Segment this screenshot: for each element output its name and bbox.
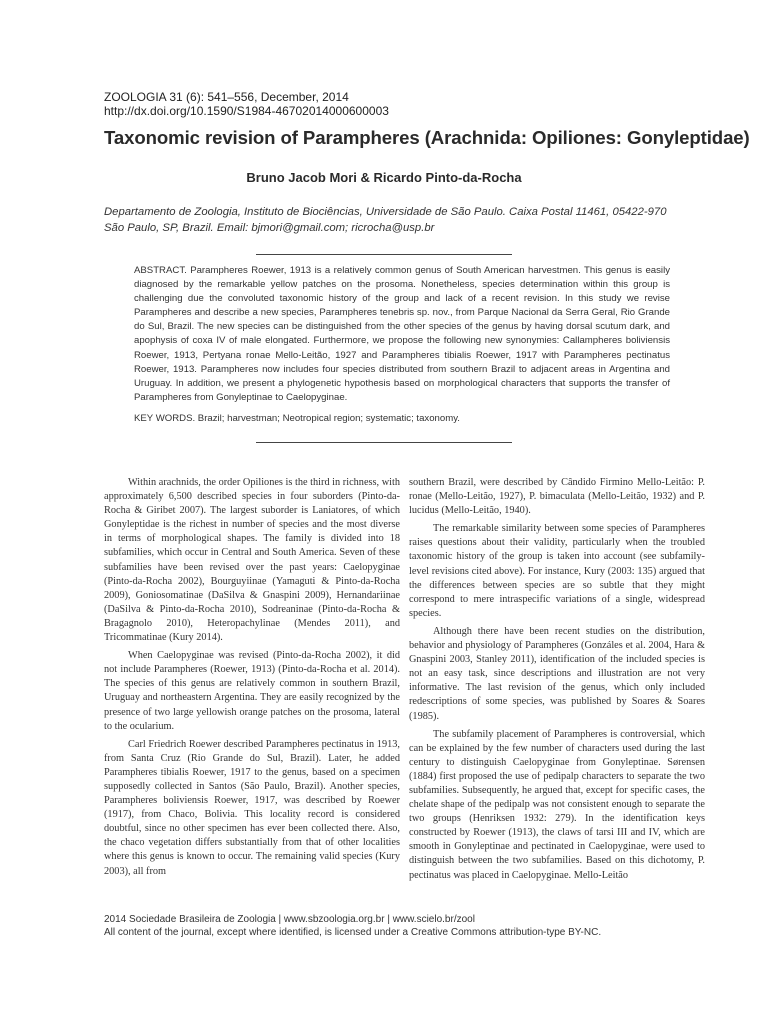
- authors: Bruno Jacob Mori & Ricardo Pinto-da-Rocha: [246, 170, 522, 185]
- body-column-right: [409, 476, 705, 887]
- affiliation: Departamento de Zoologia, Instituto de Biociências, Universidade de São Paulo. Caixa Postal 11461, 05422-970 São Paulo, SP, Brazil. Email: bjmori@gmail.com; ricrocha@usp.br: [104, 206, 667, 234]
- paragraph: The remarkable similarity between some species of Parampheres raises questions about their validity, particularly when the troubled taxonomic history of the group is taken into account (see subfamily-level revisions cited above). For instance, Kury (2003: 135) argued that the differences between species are so subtle that they might correspond to mere intraspecific variations of a single, widespread species.: [409, 523, 705, 619]
- paragraph: southern Brazil, were described by Cândido Firmino Mello-Leitão: P. ronae (Mello-Leitão, 1927), P. bimaculata (Mello-Leitão, 1932) and P. lucidus (Mello-Leitão, 1940).: [409, 477, 705, 517]
- abstract-bottom-rule: [256, 442, 512, 443]
- paragraph: Carl Friedrich Roewer described Parampheres pectinatus in 1913, from Santa Cruz (Rio Grande do Sul, Brazil). Later, he added Parampheres tibialis Roewer, 1917 to the genus, based on a specimen supposedly collected in Santos (São Paulo, Brazil). Another species, Parampheres boliviensis Roewer, 1917, was described by Roewer (1917), from Chaco, Bolivia. This locality record is considered doubtful, since no other specimen has ever been collected there. Also, the chaco vegetation differs substantially from that of other localities where this genus is known to occur. The remaining valid species (Kury 2003), all from: [104, 738, 400, 877]
- keywords: KEY WORDS. Brazil; harvestman; Neotropical region; systematic; taxonomy.: [134, 412, 460, 424]
- article-title: Taxonomic revision of Parampheres (Arachnida: Opiliones: Gonyleptidae): [104, 127, 750, 148]
- abstract-top-rule: [256, 254, 512, 255]
- body-column-left: [104, 476, 400, 883]
- journal-header: [104, 90, 389, 118]
- doi-link[interactable]: http://dx.doi.org/10.1590/S1984-46702014000600003: [104, 104, 389, 118]
- page-footer: [104, 913, 601, 939]
- paragraph: Although there have been recent studies on the distribution, behavior and physiology of Parampheres (Gonzáles et al. 2004, Hara & Gnaspini 2003, Stanley 2011), identification of the included species is not an easy task, since descriptions and illustration are not very informative. The last revision of the genus, which only included redescriptions of some species, was published by Soares & Soares (1985).: [409, 625, 705, 722]
- paragraph: Within arachnids, the order Opiliones is the third in richness, with approximately 6,500 described species in four suborders (Pinto-da-Rocha & Giribet 2007). The largest suborder is Laniatores, of which Gonyleptidae is the richest in number of species and the most diverse in terms of morphological shapes. The family is divided into 18 subfamilies, which occur in Central and South America. Seven of these subfamilies have been revised over the past years: Caelopyginae (Pinto-da-Rocha 2002), Bourguyiinae (Yamaguti & Pinto-da-Rocha 2009), Goniosomatinae (DaSilva & Gnaspini 2009), Hernandariinae (DaSilva & Pinto-da-Rocha 2010), Sodreaninae (Pinto-da-Rocha & Bragagnolo 2010), Heteropachylinae (Mendes 2011), and Tricommatinae (Kury 2014).: [104, 477, 400, 644]
- footer-license: All content of the journal, except where identified, is licensed under a Creative Commons attribution-type BY-NC.: [104, 927, 602, 938]
- abstract-text: ABSTRACT. Parampheres Roewer, 1913 is a relatively common genus of South American harvestmen. This genus is easily diagnosed by the remarkable yellow patches on the prosoma. Nonetheless, species determination within this group is challenging due the convoluted taxonomic history of the group and lack of a recent revision. In this study we revise Parampheres and describe a new species, Parampheres tenebris sp. nov., from Parque Nacional da Serra Geral, Rio Grande do Sul, Brazil. The new species can be distinguished from the other species of the genus by having dorsal scutum dark, and apophysis of coxa IV of male elongated. Furthermore, we propose the following new synonymies: Callampheres boliviensis Roewer, 1913, Pertyana ronae Mello-Leitão, 1927 and Parampheres tibialis Roewer, 1917 with Parampheres pectinatus Roewer, 1913. Parampheres now includes four species distributed from southern Brazil to adjacent areas in Argentina and Uruguay. In addition, we present a phylogenetic hypothesis based on morphological characters that supports the transfer of Parampheres from Gonyleptinae to Caelopyginae.: [134, 265, 670, 403]
- paragraph: The subfamily placement of Parampheres is controversial, which can be explained by the few number of characters used during the last century to distinguish Caelopyginae from Gonyleptinae. Sørensen (1884) first proposed the use of pedipalp characters to separate the two subfamilies. Subsequently, he argued that, except for specific cases, the chelate shape of the pedipalp was not consistent enough to separate the two groups (Henriksen 1932: 279). In the identification keys constructed by Roewer (1913), the claws of tarsi III and IV, which are smooth in Gonyleptinae and pectinated in Caelopyginae, were used to distinguish between the two subfamilies. Based on this dichotomy, P. pectinatus was placed in Caelopyginae. Mello-Leitão: [409, 728, 705, 881]
- paragraph: When Caelopyginae was revised (Pinto-da-Rocha 2002), it did not include Parampheres (Roewer, 1913) (Pinto-da-Rocha et al. 2014). The species of this genus are relatively common in southern Brazil, Uruguay and northeastern Argentina. They are easily recognized by the presence of two large yellowish orange patches on the prosoma, lateral to the ocularium.: [104, 650, 400, 732]
- abstract-section: [134, 264, 670, 426]
- footer-society: 2014 Sociedade Brasileira de Zoologia | www.sbzoologia.org.br | www.scielo.br/zool: [104, 914, 475, 925]
- citation: ZOOLOGIA 31 (6): 541–556, December, 2014: [104, 90, 349, 104]
